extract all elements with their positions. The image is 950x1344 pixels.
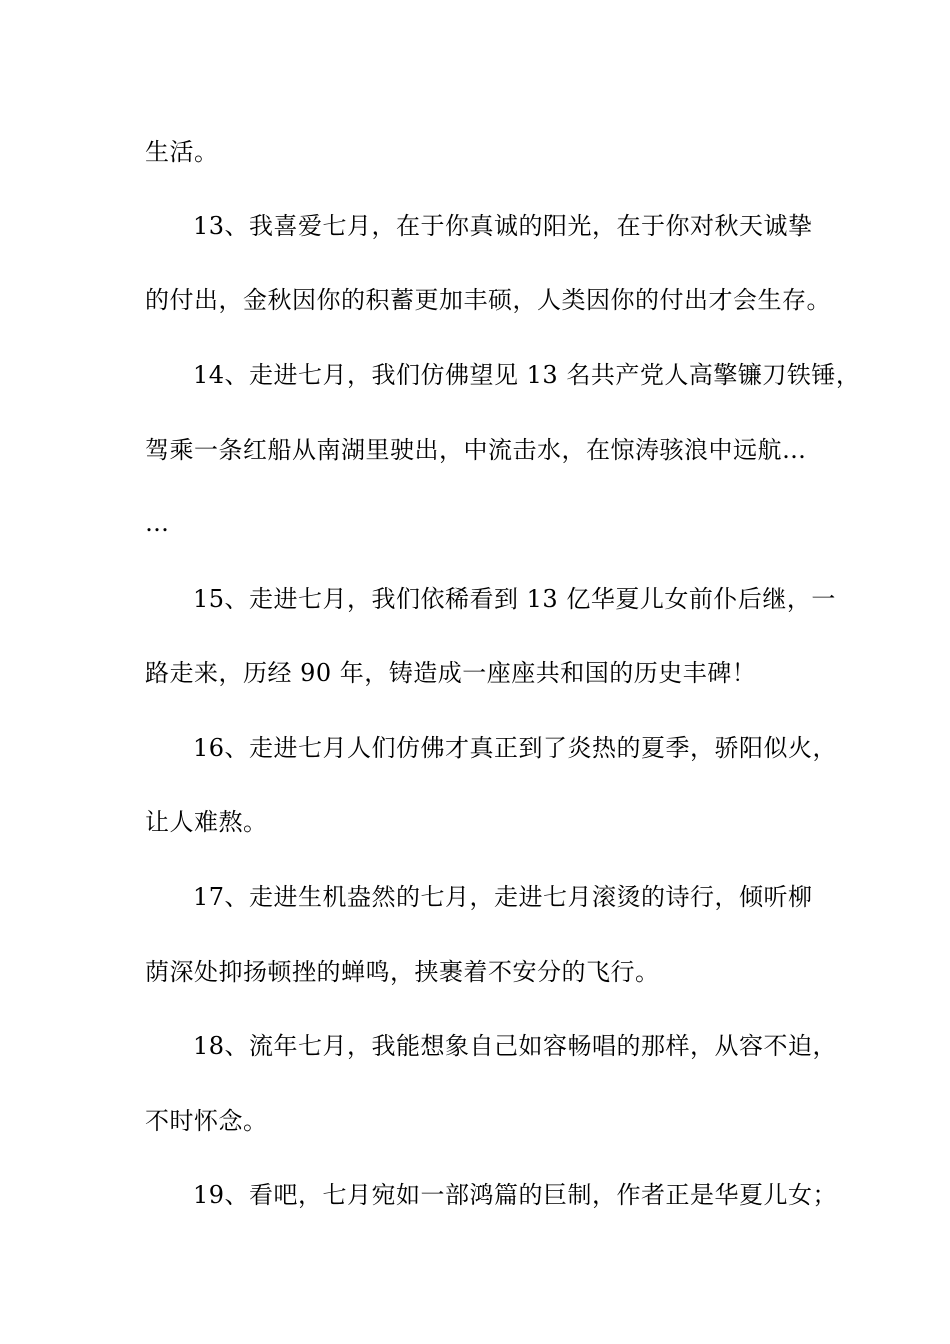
text-line: 15、走进七月，我们依稀看到 13 亿华夏儿女前仆后继，一	[193, 585, 836, 613]
text-line: 的付出，金秋因你的积蓄更加丰硕，人类因你的付出才会生存。	[145, 286, 831, 314]
text-line: …	[145, 509, 170, 537]
text-line: 让人难熬。	[145, 808, 268, 836]
text-line: 14、走进七月，我们仿佛望见 13 名共产党人高擎镰刀铁锤，	[193, 361, 861, 389]
text-line: 路走来，历经 90 年，铸造成一座座共和国的历史丰碑！	[145, 659, 757, 687]
text-line: 16、走进七月人们仿佛才真正到了炎热的夏季，骄阳似火，	[193, 734, 838, 762]
text-line: 荫深处抑扬顿挫的蝉鸣，挟裹着不安分的飞行。	[145, 958, 660, 986]
text-line: 生活。	[145, 138, 219, 166]
text-line: 不时怀念。	[145, 1107, 268, 1135]
text-line: 18、流年七月，我能想象自己如容畅唱的那样，从容不迫，	[193, 1032, 838, 1060]
text-line: 驾乘一条红船从南湖里驶出，中流击水，在惊涛骇浪中远航…	[145, 436, 807, 464]
text-line: 13、我喜爱七月，在于你真诚的阳光，在于你对秋天诚挚	[193, 212, 813, 240]
text-line: 17、走进生机盎然的七月，走进七月滚烫的诗行，倾听柳	[193, 883, 813, 911]
text-line: 19、看吧，七月宛如一部鸿篇的巨制，作者正是华夏儿女；	[193, 1181, 838, 1209]
